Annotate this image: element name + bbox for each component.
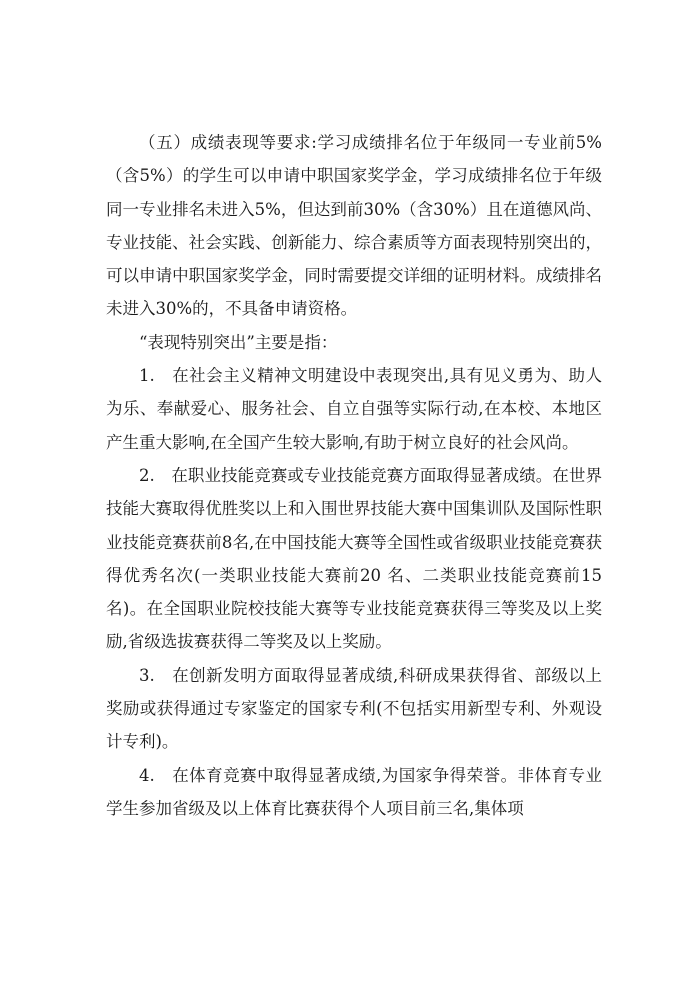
paragraph-performance-requirements: （五）成绩表现等要求:学习成绩排名位于年级同一专业前5%（含5%）的学生可以申请中职国家奖学金，学习成绩排名位于年级同一专业排名未进入5%，但达到前30%（含30%）且在道德风尚、专业技能、社会实践、创新能力、综合素质等方面表现特别突出的，可以申请中职国家奖学金，同时需要提交详细的证明材料。成绩排名未进入30%的，不具备申请资格。 [106, 133, 602, 319]
paragraph-item-2-skills-competition: 2. 在职业技能竞赛或专业技能竞赛方面取得显著成绩。在世界技能大赛取得优胜奖以上和入围世界技能大赛中国集训队及国际性职业技能竞赛获前8名,在中国技能大赛等全国性或省级职业技能竞赛获得优秀名次(一类职业技能大赛前20 名、二类职业技能竞赛前15名)。在全国职业院校技能大赛等专业技能竞赛获得三等奖及以上奖励,省级选拔赛获得二等奖及以上奖励。 [106, 465, 602, 652]
document-body [106, 126, 602, 825]
paragraph-item-1-civilization: 1. 在社会主义精神文明建设中表现突出,具有见义勇为、助人为乐、奉献爱心、服务社会、自立自强等实际行动,在本校、本地区产生重大影响,在全国产生较大影响,有助于树立良好的社会风尚。 [106, 366, 602, 452]
paragraph-item-3-innovation: 3. 在创新发明方面取得显著成绩,科研成果获得省、部级以上奖励或获得通过专家鉴定的国家专利(不包括实用新型专利、外观设计专利)。 [106, 665, 602, 752]
paragraph-item-4-sports: 4. 在体育竞赛中取得显著成绩,为国家争得荣誉。非体育专业学生参加省级及以上体育比赛获得个人项目前三名,集体项 [106, 765, 602, 818]
paragraph-outstanding-definition-intro: “表现特别突出”主要是指： [139, 332, 338, 352]
